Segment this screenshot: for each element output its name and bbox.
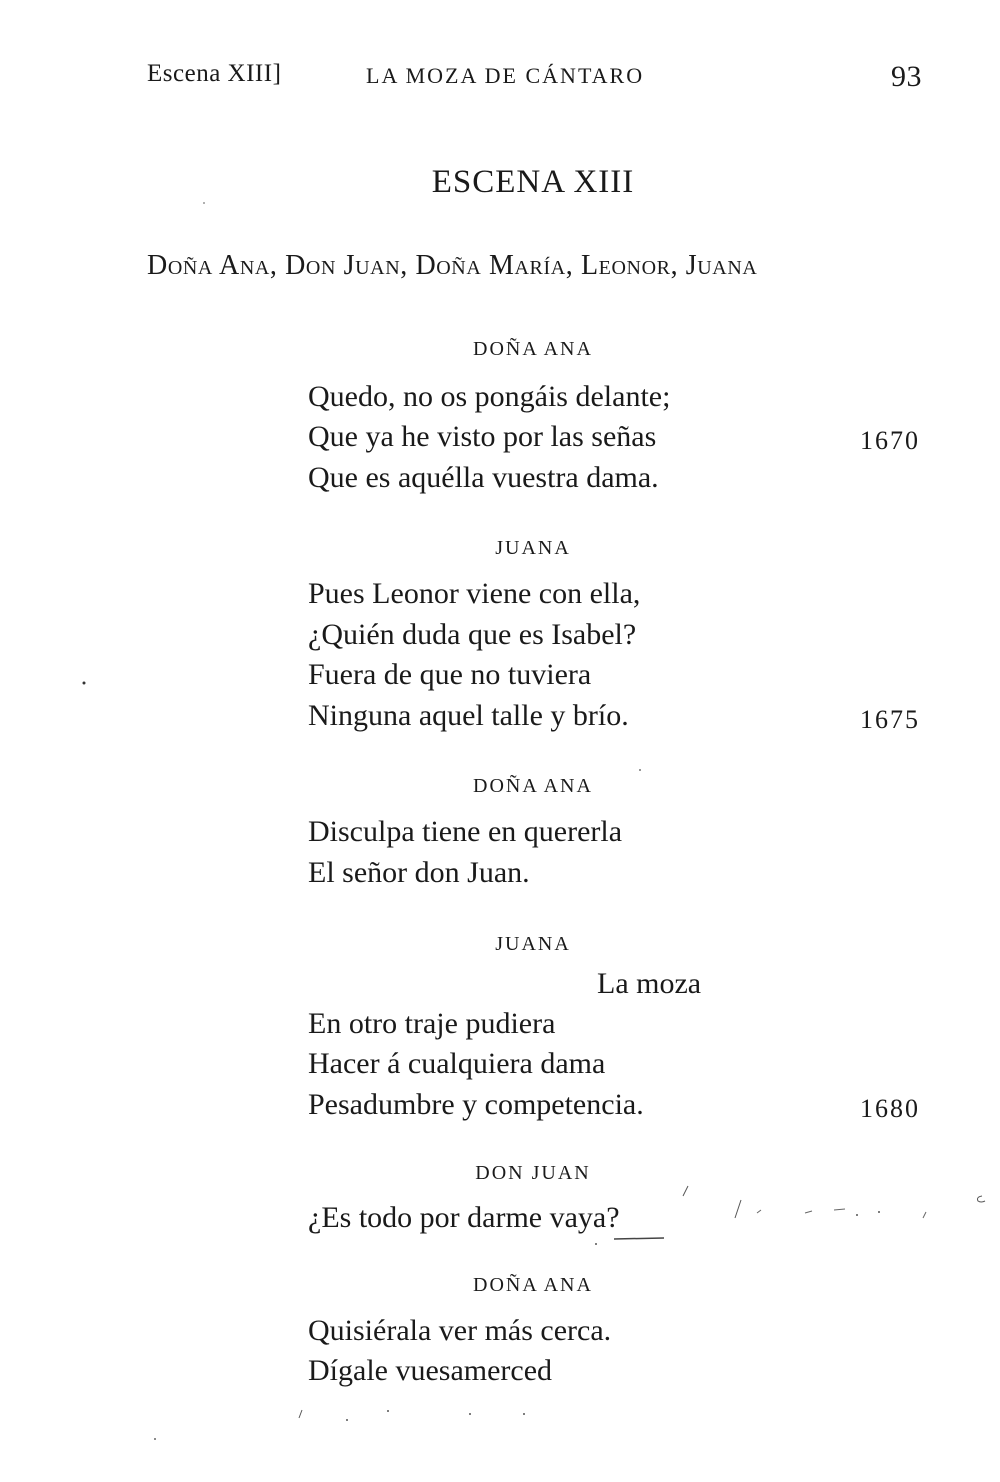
cast-list: Doña Ana, Don Juan, Doña María, Leonor, Juana [147, 250, 758, 281]
verse-line: Pues Leonor viene con ella, [308, 577, 641, 610]
scan-speck [203, 202, 205, 204]
verse-line: Quedo, no os pongáis delante; [308, 380, 671, 413]
speaker-label: DOÑA ANA [473, 775, 593, 797]
speaker-label: DOÑA ANA [473, 338, 593, 360]
running-head-scene: Escena XIII] [147, 60, 282, 87]
speaker-label: DON JUAN [475, 1162, 591, 1184]
verse-line: Fuera de que no tuviera [308, 658, 592, 691]
scan-speck [834, 1209, 845, 1210]
verse-line: Hacer á cualquiera dama [308, 1047, 606, 1080]
speaker-label: JUANA [495, 933, 571, 955]
verse-line: En otro traje pudiera [308, 1007, 556, 1040]
speaker-label: JUANA [495, 537, 571, 559]
verse-line-indented: La moza [597, 967, 702, 1000]
verse-line: Disculpa tiene en quererla [308, 815, 623, 848]
speaker-label: DOÑA ANA [473, 1274, 593, 1296]
scan-speck [639, 769, 641, 771]
scan-speck [154, 1438, 156, 1440]
line-number: 1675 [860, 705, 920, 734]
verse-line: El señor don Juan. [308, 856, 530, 889]
verse-line: Dígale vuesamerced [308, 1354, 553, 1387]
verse-line: Pesadumbre y competencia. [308, 1088, 644, 1121]
verse-line: Que es aquélla vuestra dama. [308, 461, 659, 494]
scan-speck [856, 1214, 858, 1216]
scan-speck [469, 1413, 471, 1415]
scan-speck [346, 1419, 348, 1421]
line-number: 1670 [860, 426, 920, 455]
scan-underline [614, 1238, 664, 1239]
scan-speck [878, 1211, 880, 1213]
verse-line: Que ya he visto por las señas [308, 420, 657, 453]
scan-speck [387, 1410, 389, 1412]
scan-speck [735, 1200, 741, 1218]
scan-speck [757, 1210, 761, 1213]
verse-line: ¿Es todo por darme vaya? [308, 1201, 620, 1234]
page-number: 93 [891, 60, 922, 93]
scan-speck [299, 1410, 302, 1418]
scan-speck [683, 1186, 688, 1196]
scan-speck [923, 1212, 926, 1218]
verse-line: Ninguna aquel talle y brío. [308, 699, 629, 732]
verse-line: Quisiérala ver más cerca. [308, 1314, 612, 1347]
scan-speck [83, 682, 86, 685]
scan-speck [805, 1211, 812, 1213]
scan-speck [978, 1196, 986, 1202]
running-head-title: LA MOZA DE CÁNTARO [366, 63, 645, 88]
scan-speck [595, 1243, 597, 1245]
line-number: 1680 [860, 1094, 920, 1123]
scan-speck [523, 1413, 525, 1415]
scene-title: ESCENA XIII [431, 164, 635, 200]
verse-line: ¿Quién duda que es Isabel? [308, 618, 637, 651]
